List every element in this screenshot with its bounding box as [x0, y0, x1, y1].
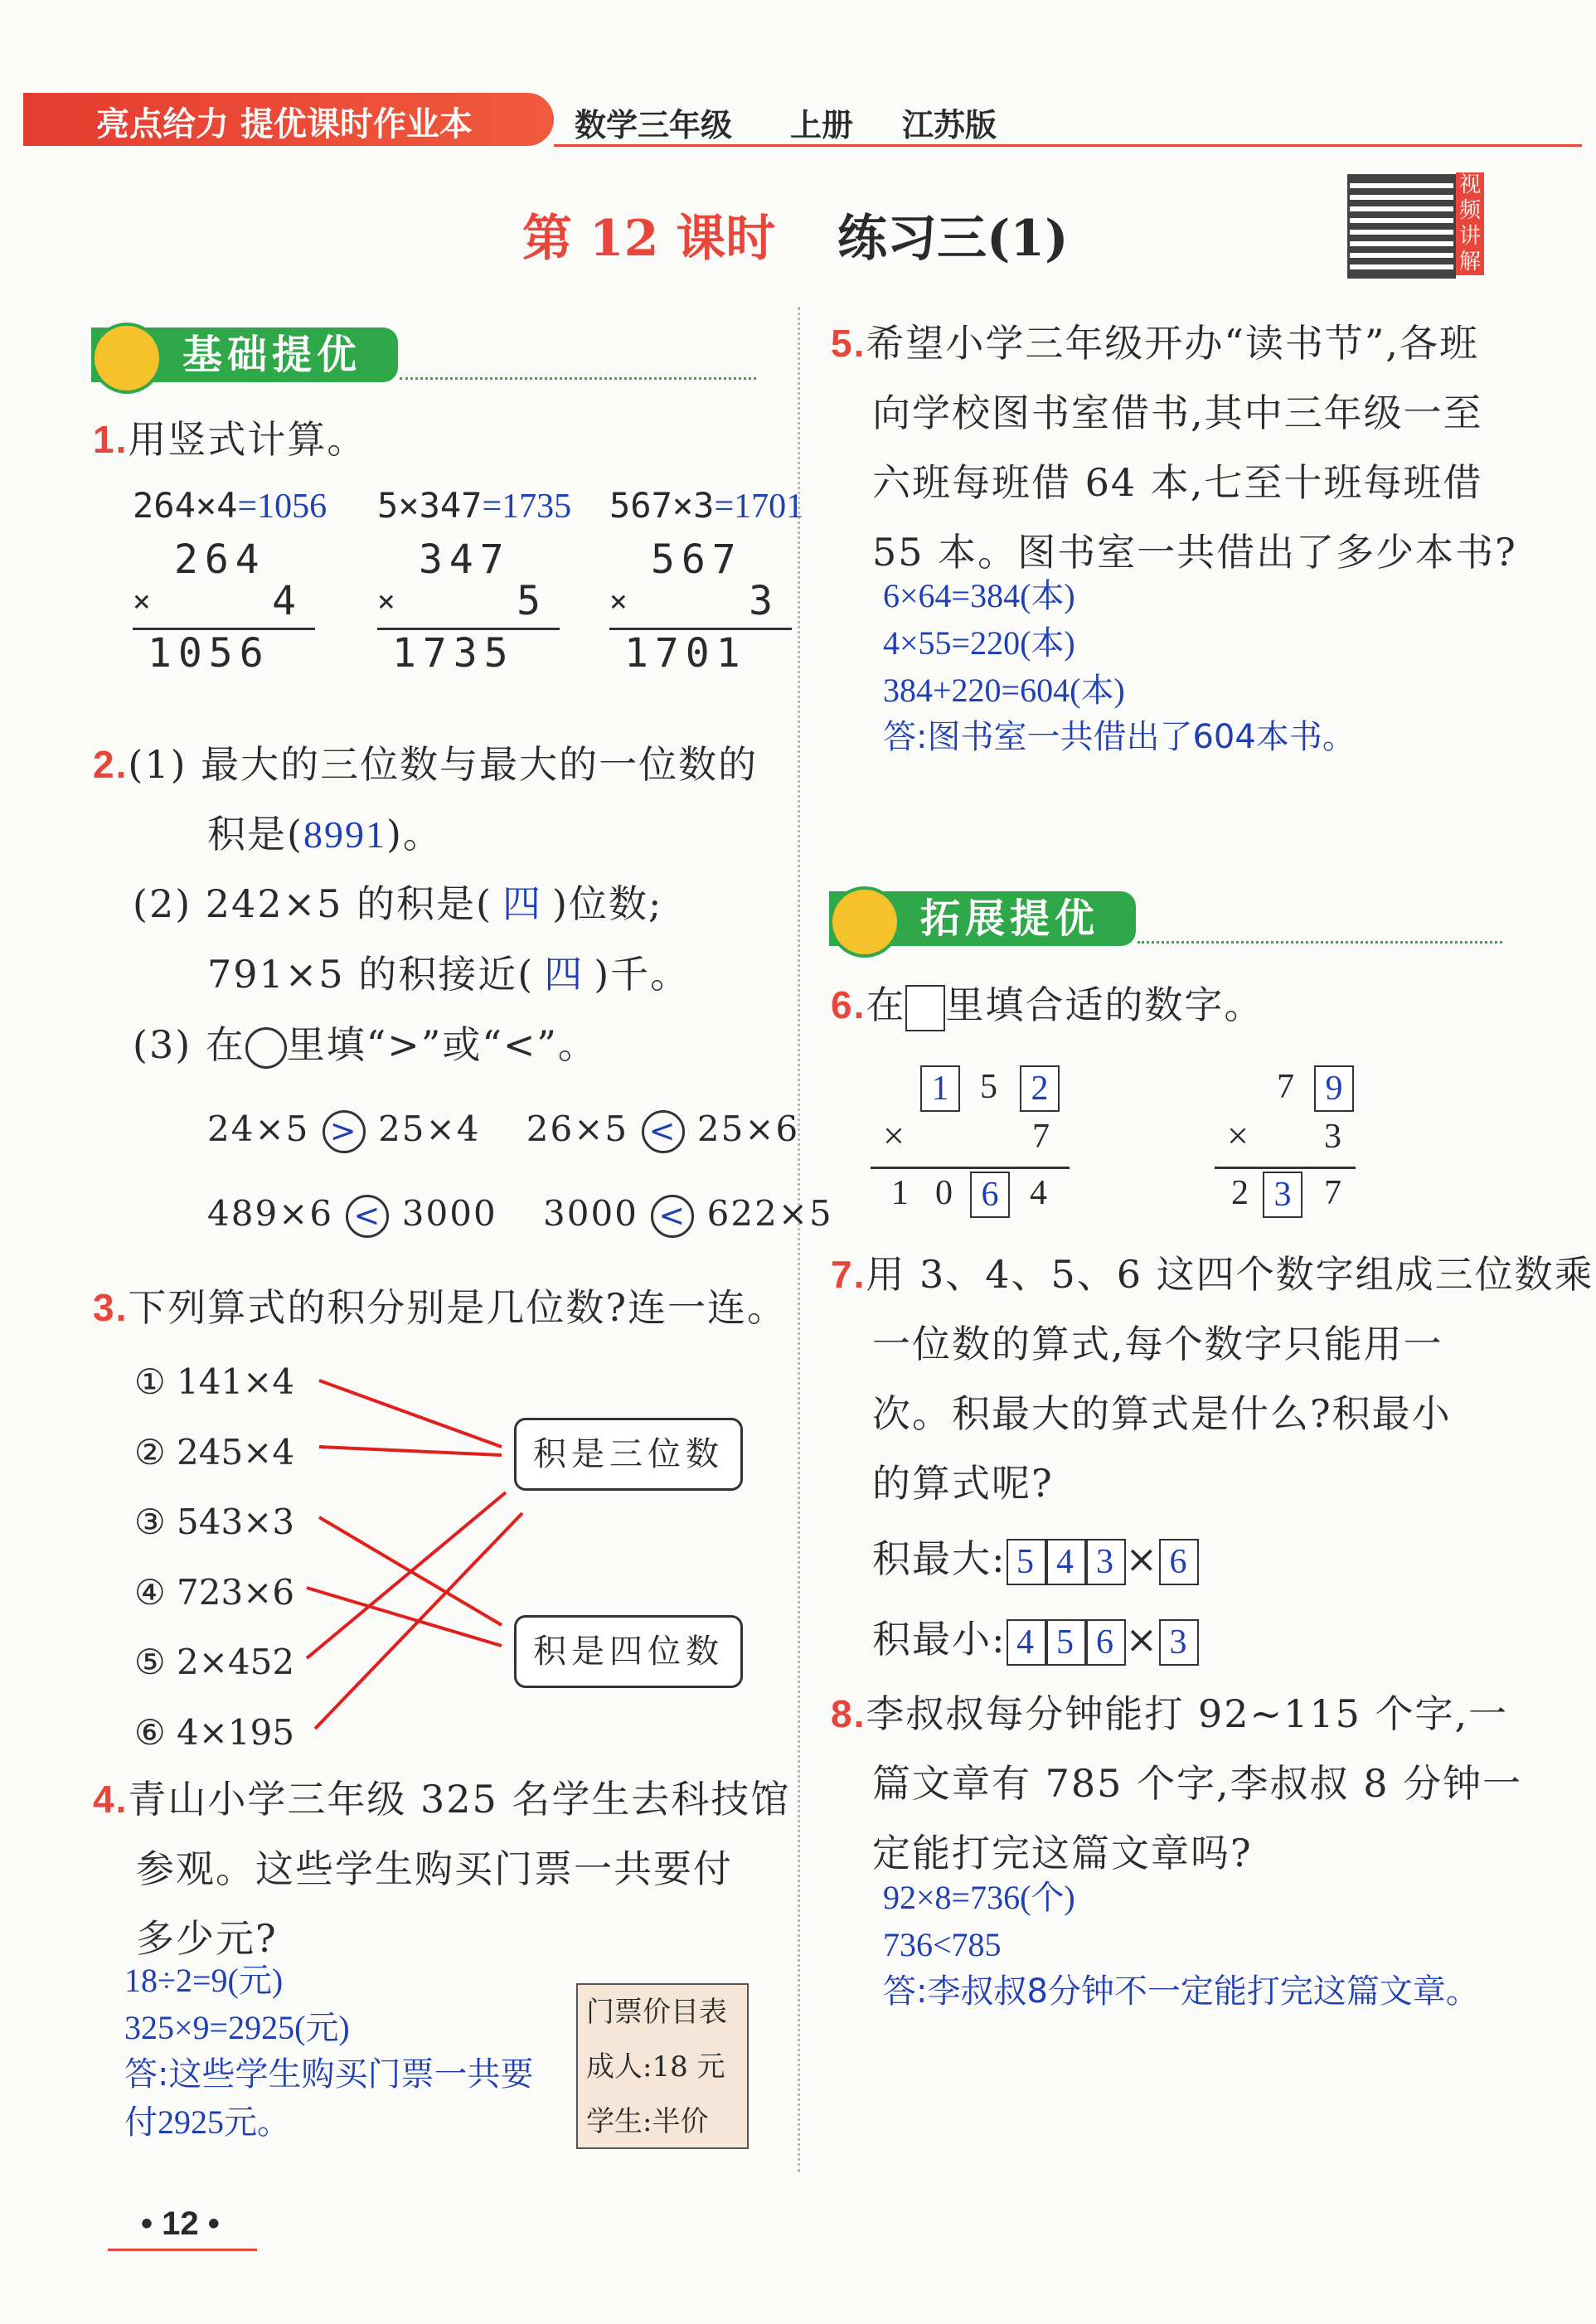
lesson-topic: 练习三(1)	[837, 210, 1069, 268]
q2-compare-row1: 24×5 > 25×4 26×5 < 25×6	[207, 1094, 799, 1164]
compare-circle[interactable]: >	[323, 1110, 366, 1153]
q1-item-2: 5×347=1735 347 × 5 1735	[377, 485, 572, 677]
q6-puzzle-a: 1 5 2 × 7 1 0 6 4	[871, 1065, 1070, 1231]
q4-stem: 4.青山小学三年级 325 名学生去科技馆 参观。这些学生购买门票一共要付 多少元?	[93, 1777, 791, 1961]
q2-compare-row2: 489×6 < 3000 3000 < 622×5	[207, 1179, 833, 1249]
digit-box[interactable]: 9	[1314, 1065, 1354, 1112]
box-three-digit[interactable]: 积是三位数	[514, 1418, 743, 1491]
header-volume: 上册	[790, 107, 854, 143]
q3-item: ⑥ 4×195	[134, 1711, 295, 1753]
digit-box[interactable]: 2	[1020, 1065, 1060, 1112]
q6-stem: 6.在 里填合适的数字。	[831, 970, 1264, 1040]
q7-min: 积最小: 4 5 6 × 3	[872, 1604, 1199, 1674]
price-student: 学生:半价	[586, 2105, 709, 2138]
digit-box[interactable]: 5	[1007, 1539, 1046, 1585]
digit-box[interactable]: 1	[920, 1065, 960, 1112]
price-title: 门票价目表	[586, 1996, 727, 2029]
section-extend-banner: 拓展提优	[829, 891, 1136, 946]
digit-box[interactable]: 4	[1007, 1619, 1046, 1666]
digit-box[interactable]: 6	[1086, 1619, 1126, 1666]
q1-item-3: 567×3=1701 567 × 3 1701	[609, 485, 804, 677]
header-edition: 江苏版	[902, 107, 997, 143]
q6-puzzle-b: 7 9 × 3 2 3 7	[1215, 1065, 1364, 1231]
q3-item: ③ 543×3	[134, 1502, 295, 1542]
page-number: • 12 •	[141, 2205, 220, 2242]
qr-label: 视频讲解	[1456, 172, 1484, 275]
q2-part2: (2) 242×5 的积是( 四 )位数; 791×5 的积接近( 四 )千。	[133, 881, 691, 997]
q8-answer: 92×8=736(个) 736<785 答:李叔叔8分钟不一定能打完这篇文章。	[883, 1879, 1479, 2011]
q8-stem: 8.李叔叔每分钟能打 92~115 个字,一 篇文章有 785 个字,李叔叔 8 分钟一 定能打完这篇文章吗?	[831, 1691, 1523, 1875]
digit-box[interactable]: 6	[970, 1172, 1010, 1218]
q3-item: ④ 723×6	[134, 1571, 295, 1613]
section-basic-banner: 基础提优	[91, 327, 398, 382]
q4-answer: 18÷2=9(元) 325×9=2925(元) 答:这些学生购买门票一共要 付2925元。	[124, 1962, 534, 2141]
q3-item: ① 141×4	[134, 1361, 295, 1402]
empty-box	[905, 985, 945, 1031]
q2-part1: 2.(1) 最大的三位数与最大的一位数的 积是(8991)。	[93, 742, 759, 856]
q3-item: ⑤ 2×452	[134, 1642, 295, 1682]
q3-item: ② 245×4	[134, 1431, 295, 1473]
header-subject: 数学三年级	[575, 107, 733, 143]
header-series: 亮点给力 提优课时作业本	[96, 105, 473, 143]
price-adult: 成人:18 元	[586, 2050, 725, 2084]
trophy-icon	[829, 886, 900, 958]
q1-item-1: 264×4=1056 264 × 4 1056	[133, 485, 327, 677]
box-four-digit[interactable]: 积是四位数	[514, 1615, 743, 1688]
q5-stem: 5.希望小学三年级开办“读书节”,各班 向学校图书室借书,其中三年级一至 六班每班借 64 本,七至十班每班借 55 本。图书室一共借出了多少本书?	[831, 321, 1517, 575]
q2-part3: (3) 在 里填“>”或“<”。	[133, 1022, 598, 1067]
digit-box[interactable]: 3	[1263, 1172, 1303, 1218]
digit-box[interactable]: 5	[1046, 1619, 1086, 1666]
compare-circle[interactable]: <	[642, 1110, 685, 1153]
q7-stem: 7.用 3、4、5、6 这四个数字组成三位数乘 一位数的算式,每个数字只能用一 次。积最大的算式是什么?积最小 的算式呢?	[831, 1252, 1594, 1506]
q1-stem: 1.用竖式计算。	[93, 417, 367, 462]
compare-circle[interactable]: <	[346, 1195, 389, 1238]
q5-answer: 6×64=384(本) 4×55=220(本) 384+220=604(本) 答:图书室一共借出了604本书。	[883, 577, 1356, 756]
digit-box[interactable]: 6	[1159, 1539, 1199, 1585]
digit-box[interactable]: 3	[1159, 1619, 1199, 1666]
section-extend-rule	[1138, 941, 1502, 944]
q3-stem: 3.下列算式的积分别是几位数?连一连。	[93, 1285, 788, 1330]
compare-circle[interactable]: <	[651, 1195, 694, 1238]
digit-box[interactable]: 3	[1086, 1539, 1126, 1585]
ticket-price-card	[576, 1983, 749, 2149]
lesson-number: 第 12 课时	[522, 210, 776, 268]
page-number-rule	[108, 2249, 257, 2251]
digit-box[interactable]: 4	[1046, 1539, 1086, 1585]
q7-max: 积最大: 5 4 3 × 6	[872, 1524, 1199, 1594]
